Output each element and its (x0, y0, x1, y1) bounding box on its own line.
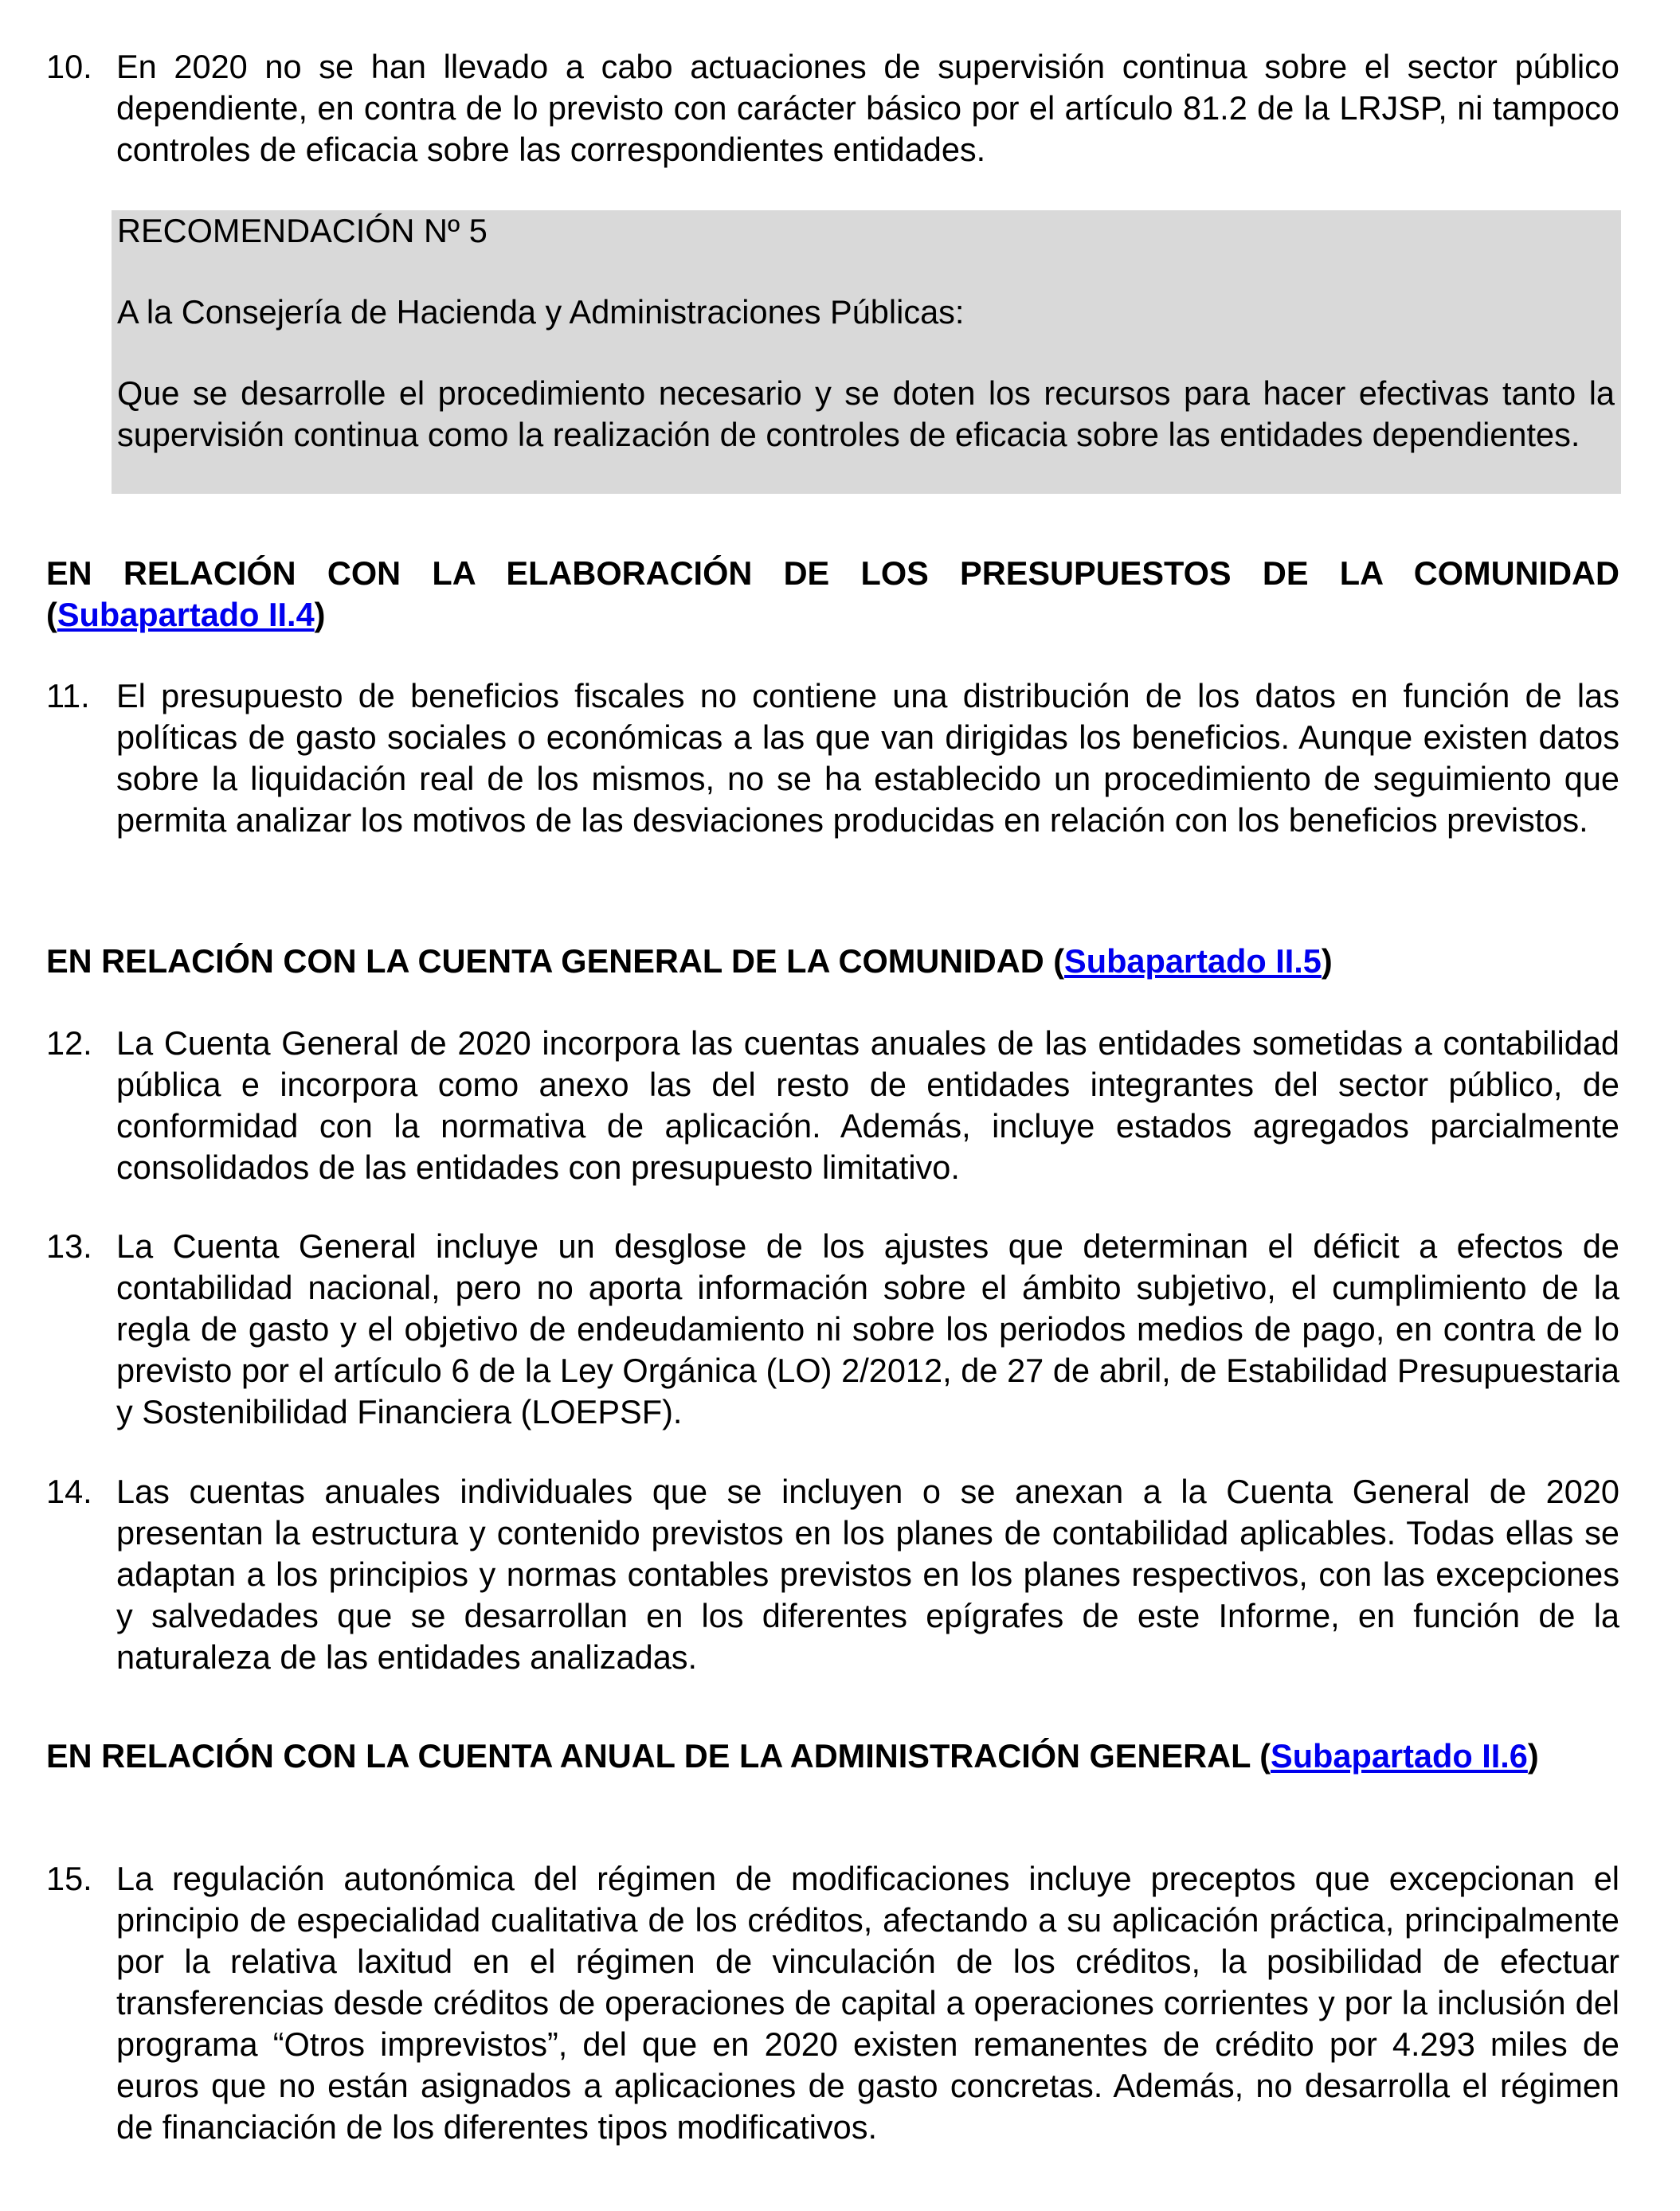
heading-text: EN RELACIÓN CON LA CUENTA ANUAL DE LA ADMINISTRACIÓN GENERAL (46, 1737, 1251, 1775)
item-number: 10. (46, 48, 92, 85)
recommendation-box (112, 210, 1621, 494)
item-text: La regulación autonómica del régimen de modificaciones incluye preceptos que excepcionan el principio de especialidad cualitativa de los créditos, afectando a su aplicación práctica, principalmente por la relativa laxitud en el régimen de vinculación de los créditos, la posibilidad de efectuar transferencias desde créditos de operaciones de capital a operaciones corrientes y por la inclusión del programa “Otros imprevistos”, del que en 2020 existen remanentes de crédito por 4.293 miles de euros que no están asignados a aplicaciones de gasto concretas. Además, no desarrolla el régimen de financiación de los diferentes tipos modificativos. (116, 1860, 1619, 2146)
item-text: La Cuenta General de 2020 incorpora las cuentas anuales de las entidades sometidas a contabilidad pública e incorpora como anexo las del resto de entidades integrantes del sector público, de conformidad con la normativa de aplicación. Además, incluye estados agregados parcialmente consolidados de las entidades con presupuesto limitativo. (116, 1024, 1619, 1186)
subapartado-link[interactable]: Subapartado II.4 (57, 596, 315, 633)
item-number: 12. (46, 1024, 92, 1062)
heading-text: EN RELACIÓN CON LA ELABORACIÓN DE LOS PRESUPUESTOS DE LA COMUNIDAD (46, 554, 1619, 592)
item-text: El presupuesto de beneficios fiscales no contiene una distribución de los datos en función de las políticas de gasto sociales o económicas a las que van dirigidas los beneficios. Aunque existen datos sobre la liquidación real de los mismos, no se ha establecido un procedimiento de seguimiento que permita analizar los motivos de las desviaciones producidas en relación con los beneficios previstos. (116, 677, 1619, 839)
item-number: 15. (46, 1860, 92, 1897)
subapartado-link[interactable]: Subapartado II.6 (1271, 1737, 1528, 1775)
paragraph-item-13 (46, 1226, 1619, 1433)
recommendation-title: RECOMENDACIÓN Nº 5 (117, 212, 488, 249)
item-text: En 2020 no se han llevado a cabo actuaciones de supervisión continua sobre el sector público dependiente, en contra de lo previsto con carácter básico por el artículo 81.2 de la LRJSP, ni tampoco controles de eficacia sobre las correspondientes entidades. (116, 48, 1619, 168)
item-text: La Cuenta General incluye un desglose de los ajustes que determinan el déficit a efectos de contabilidad nacional, pero no aporta información sobre el ámbito subjetivo, el cumplimiento de la regla de gasto y el objetivo de endeudamiento ni sobre los periodos medios de pago, en contra de lo previsto por el artículo 6 de la Ley Orgánica (LO) 2/2012, de 27 de abril, de Estabilidad Presupuestaria y Sostenibilidad Financiera (LOEPSF). (116, 1227, 1619, 1430)
section-heading-cuenta-anual: EN RELACIÓN CON LA CUENTA ANUAL DE LA ADMINISTRACIÓN GENERAL (Subapartado II.6) (46, 1737, 1539, 1775)
paragraph-item-10 (46, 46, 1619, 170)
heading-text: EN RELACIÓN CON LA CUENTA GENERAL DE LA COMUNIDAD (46, 942, 1044, 980)
section-heading-presupuestos: EN RELACIÓN CON LA ELABORACIÓN DE LOS PRESUPUESTOS DE LA COMUNIDAD (Subapartado II.4) (46, 554, 1619, 633)
paragraph-item-14 (46, 1471, 1619, 1678)
paragraph-item-11 (46, 675, 1619, 841)
subapartado-link[interactable]: Subapartado II.5 (1064, 942, 1322, 980)
item-text: Las cuentas anuales individuales que se incluyen o se anexan a la Cuenta General de 2020 presentan la estructura y contenido previstos en los planes de contabilidad aplicables. Todas ellas se adaptan a los principios y normas contables previstos en los planes respectivos, con las excepciones y salvedades que se desarrollan en los diferentes epígrafes de este Informe, en función de la naturaleza de las entidades analizadas. (116, 1473, 1619, 1676)
item-number: 11. (46, 677, 90, 714)
paragraph-item-12 (46, 1023, 1619, 1188)
section-heading-cuenta-general: EN RELACIÓN CON LA CUENTA GENERAL DE LA COMUNIDAD (Subapartado II.5) (46, 942, 1333, 980)
recommendation-addressee: A la Consejería de Hacienda y Administraciones Públicas: (117, 293, 965, 331)
paragraph-item-15 (46, 1858, 1619, 2148)
recommendation-body: Que se desarrolle el procedimiento necesario y se doten los recursos para hacer efectivas tanto la supervisión continua como la realización de controles de eficacia sobre las entidades dependientes. (117, 374, 1615, 453)
item-number: 14. (46, 1473, 92, 1510)
item-number: 13. (46, 1227, 92, 1265)
